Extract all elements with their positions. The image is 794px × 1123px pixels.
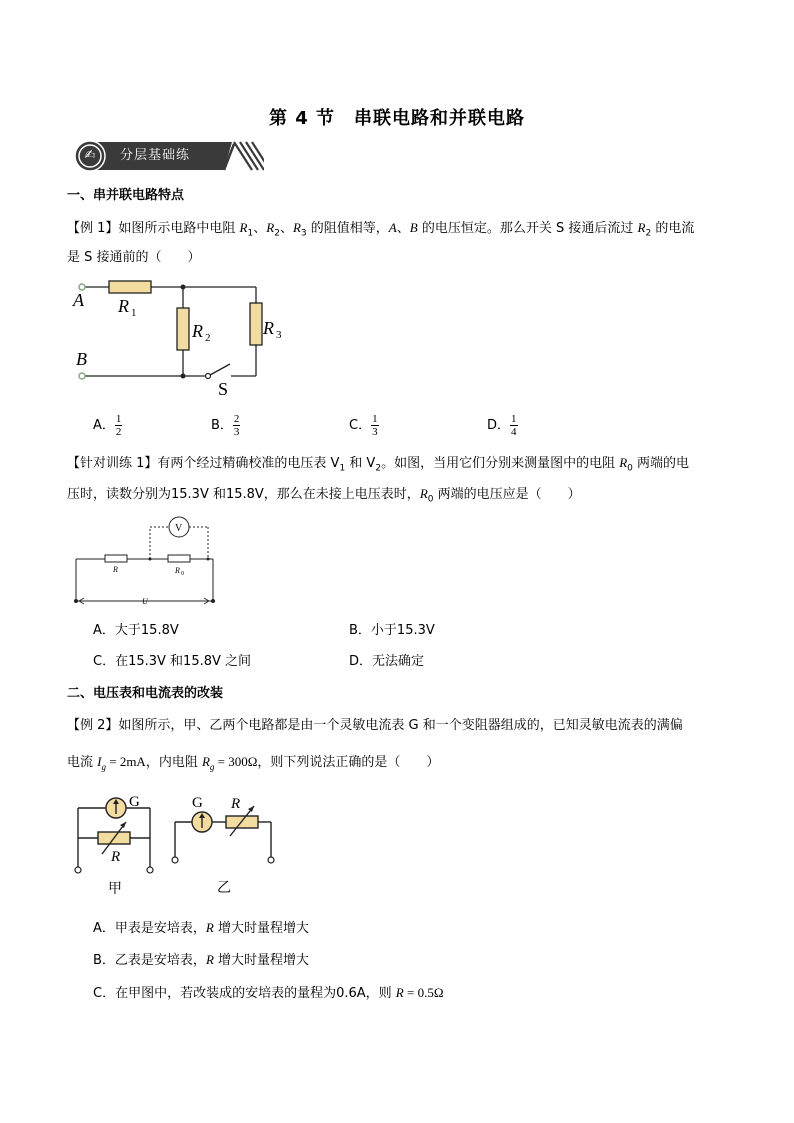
rheostat-yi-label: R — [231, 796, 241, 812]
page-title: 第 4 节 串联电路和并联电路 — [268, 108, 526, 129]
r2-label: R — [192, 321, 203, 341]
example1-option-b: B． $\frac{2}{3}$ — [211, 413, 240, 438]
svg-text:3: 3 — [276, 329, 282, 341]
circuit-jia-label: 甲 — [108, 882, 122, 897]
example1-line1: 【例 1】如图所示电路中电阻 $R_1$、$R_2$、$R_3$ 的阻值相等，A、B 的电压恒定。那么开关 S 接通后流过 $R_2$ 的电流 — [67, 220, 695, 239]
u-label: U — [142, 597, 148, 606]
example2-circuits — [68, 790, 288, 900]
galvanometer-yi-label: G — [192, 795, 203, 811]
svg-text:0: 0 — [181, 571, 184, 577]
terminal-a-label: A — [73, 290, 84, 310]
section-heading-1: 一、串并联电路特点 — [67, 188, 185, 203]
example2-option-a: A．甲表是安培表，R 增大时量程增大 — [93, 920, 310, 936]
example1-option-a: A． $\frac{1}{2}$ — [93, 413, 122, 438]
training1-option-c: C．在15.3V 和15.8V 之间 — [93, 654, 252, 669]
example2-option-c: C．在甲图中，若改装成的安培表的量程为0.6A，则 R = 0.5Ω — [93, 985, 444, 1001]
training1-circuit — [68, 512, 228, 608]
example1-circuit — [68, 275, 288, 400]
example2-option-b: B．乙表是安培表，R 增大时量程增大 — [93, 952, 310, 968]
svg-text:1: 1 — [131, 307, 137, 319]
section-heading-2: 二、电压表和电流表的改装 — [67, 686, 224, 701]
r1-label: R — [118, 296, 129, 316]
example2-line2: 电流 $I_g = 2mA$，内电阻 $R_g = 300\Omega$，则下列说法正确的是（ ） — [67, 754, 440, 772]
banner-label: 分层基础练 — [120, 148, 191, 163]
r0-label: R — [175, 566, 180, 575]
example1-option-d: D． $\frac{1}{4}$ — [487, 413, 517, 438]
voltmeter-label: V — [175, 523, 183, 534]
terminal-b-label: B — [76, 349, 87, 369]
training1-option-b: B．小于15.3V — [349, 623, 435, 638]
r-label: R — [113, 565, 118, 574]
training1-option-a: A．大于15.8V — [93, 623, 179, 638]
r3-label: R — [263, 318, 274, 338]
svg-text:2: 2 — [205, 332, 211, 344]
switch-label: S — [218, 379, 229, 399]
circuit-yi-label: 乙 — [217, 881, 231, 896]
example1-option-c: C． $\frac{1}{3}$ — [349, 413, 378, 438]
rheostat-jia-label: R — [111, 849, 121, 865]
pen-hand-icon: ✍ — [84, 148, 96, 163]
example2-line1: 【例 2】如图所示，甲、乙两个电路都是由一个灵敏电流表 G 和一个变阻器组成的，已知灵敏电流表的满偏 — [67, 718, 683, 733]
galvanometer-jia-label: G — [129, 794, 140, 810]
training1-option-d: D．无法确定 — [349, 654, 425, 669]
training1-line1: 【针对训练 1】有两个经过精确校准的电压表 $V_1$ 和 $V_2$。如图，当用它们分别来测量图中的电阻 $R_0$ 两端的电 — [67, 455, 690, 474]
training1-line2: 压时，读数分别为15.3V 和15.8V，那么在未接上电压表时，$R_0$ 两端的电压应是（ ） — [67, 486, 581, 505]
section-banner — [74, 140, 264, 172]
example1-line2: 是 S 接通前的（ ） — [67, 250, 201, 265]
